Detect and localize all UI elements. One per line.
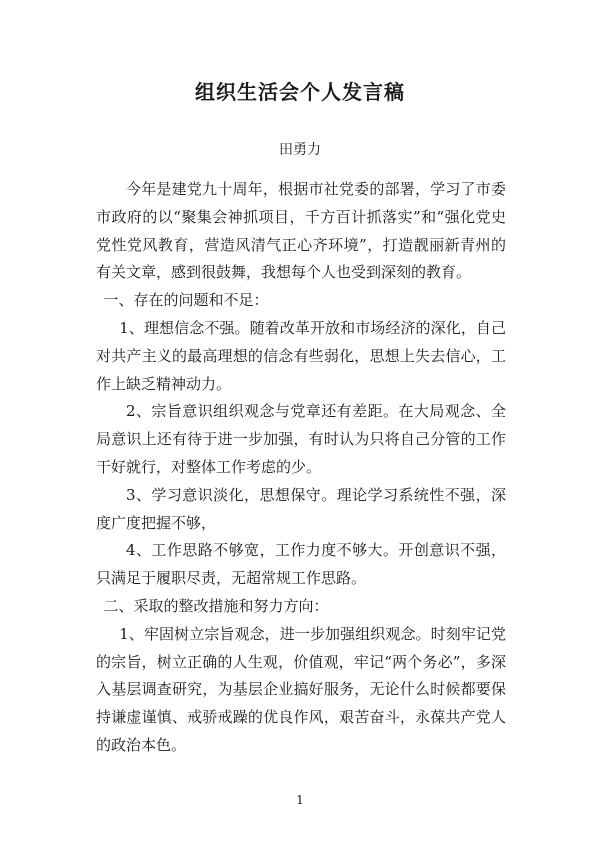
section-heading-measures: 二、采取的整改措施和努力方向： bbox=[103, 596, 329, 615]
section-heading-problems: 一、存在的问题和不足： bbox=[103, 291, 269, 310]
page-number: 1 bbox=[296, 793, 304, 807]
problem-item-2: 2、宗旨意识组织观念与党章还有差距。在大局观念、全局意识上还有待于进一步加强，有时认为只将自己分管的工作干好就行，对整体工作考虑的少。 bbox=[96, 402, 506, 476]
document-body bbox=[96, 176, 506, 760]
document-author: 田勇力 bbox=[279, 142, 321, 158]
document-title: 组织生活会个人发言稿 bbox=[195, 80, 405, 104]
problem-item-1: 1、理想信念不强。随着改革开放和市场经济的深化，自己对共产主义的最高理想的信念有些弱化，思想上失去信心，工作上缺乏精神动力。 bbox=[96, 318, 506, 393]
problem-item-4: 4、工作思路不够宽，工作力度不够大。开创意识不强，只满足于履职尽责，无超常规工作思路。 bbox=[96, 541, 506, 588]
problem-item-3: 3、学习意识淡化，思想保守。理论学习系统性不强，深度广度把握不够， bbox=[96, 485, 506, 532]
measure-item-1: 1、牢固树立宗旨观念，进一步加强组织观念。时刻牢记党的宗旨，树立正确的人生观，价值观，牢记“两个务必”，多深入基层调查研究，为基层企业搞好服务，无论什么时候都要保持谦虚谨慎、戒骄戒躁的优良作风，艰苦奋斗，永葆共产党人的政治本色。 bbox=[96, 624, 506, 754]
intro-paragraph: 今年是建党九十周年，根据市社党委的部署，学习了市委市政府的以“聚集会神抓项目，千方百计抓落实”和“强化党史党性党风教育，营造风清气正心齐环境”，打造靓丽新青州的有关文章，感到很鼓舞，我想每个人也受到深刻的教育。 bbox=[96, 180, 506, 282]
